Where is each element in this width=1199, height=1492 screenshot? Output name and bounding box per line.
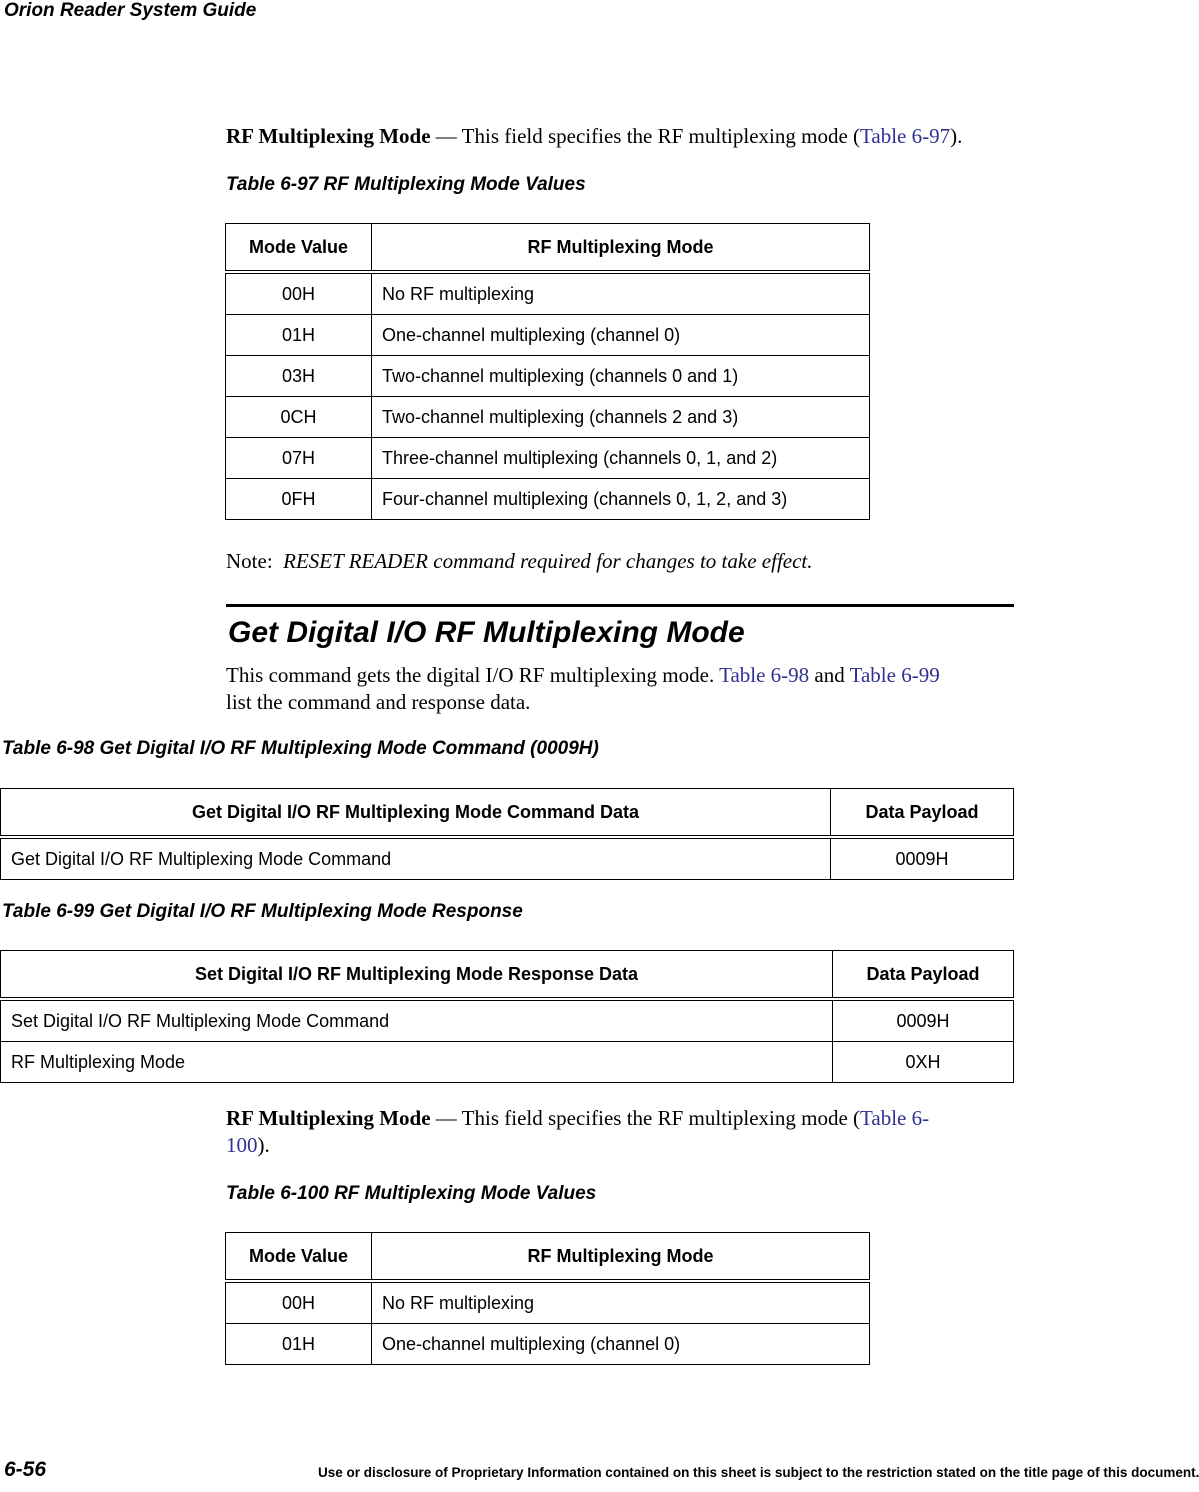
mode-value-cell: 01H [226,315,372,356]
table-6-99 [0,950,1014,1083]
table-row [226,1324,870,1365]
header-mode-value: Mode Value [226,1233,372,1282]
page-number: 6-56 [4,1458,47,1481]
intro-and: and [809,663,850,687]
running-header: Orion Reader System Guide [4,0,257,21]
table-6-97-link[interactable]: Table 6-97 [860,124,951,148]
table-6-98-link[interactable]: Table 6-98 [719,663,810,687]
header-response-data: Set Digital I/O RF Multiplexing Mode Response Data [1,951,833,1000]
mode-value-cell: 0FH [226,479,372,520]
em-dash: — [430,1106,462,1130]
response-data-cell: RF Multiplexing Mode [1,1042,833,1083]
table-row [226,438,870,479]
table-row [226,315,870,356]
mode-value-cell: 01H [226,1324,372,1365]
table-row [1,1042,1014,1083]
mode-description-cell: Four-channel multiplexing (channels 0, 1, 2, and 3) [372,479,870,520]
table-6-100-link-part2[interactable]: 100 [226,1133,258,1157]
mode-description-cell: Two-channel multiplexing (channels 2 and 3) [372,397,870,438]
intro-text-end: list the command and response data. [226,690,531,714]
field-term: RF Multiplexing Mode [226,1106,431,1130]
table-6-97 [225,223,870,520]
intro-text: This command gets the digital I/O RF multiplexing mode. [226,663,720,687]
table-6-99-link[interactable]: Table 6-99 [849,663,940,687]
mode-description-cell: One-channel multiplexing (channel 0) [372,315,870,356]
table-header-row [1,951,1014,1000]
note-label: Note: [226,549,273,573]
table-6-98-caption: Table 6-98 Get Digital I/O RF Multiplexing Mode Command (0009H) [2,738,599,759]
table-6-99-caption: Table 6-99 Get Digital I/O RF Multiplexing Mode Response [2,901,523,922]
table-header-row [1,789,1014,838]
mode-value-cell: 0CH [226,397,372,438]
table-row [226,1281,870,1324]
table-6-100-link-part1[interactable]: Table 6- [860,1106,930,1130]
table-6-100-caption: Table 6-100 RF Multiplexing Mode Values [226,1183,597,1204]
field-term: RF Multiplexing Mode [226,124,431,148]
rf-mode-field-description-2 [226,1105,996,1159]
section-rule [226,604,1014,607]
mode-description-cell: No RF multiplexing [372,272,870,315]
section-intro [226,662,1014,716]
data-payload-cell: 0XH [833,1042,1014,1083]
header-rf-multiplexing-mode: RF Multiplexing Mode [372,1233,870,1282]
mode-value-cell: 03H [226,356,372,397]
table-6-97-caption: Table 6-97 RF Multiplexing Mode Values [226,174,586,195]
em-dash: — [430,124,462,148]
data-payload-cell: 0009H [833,999,1014,1042]
section-title: Get Digital I/O RF Multiplexing Mode [228,616,745,649]
table-6-98 [0,788,1014,880]
description-end: ). [950,124,963,148]
command-data-cell: Get Digital I/O RF Multiplexing Mode Command [1,837,831,880]
table-header-row [226,1233,870,1282]
note-text: RESET READER command required for changes to take effect. [283,549,813,573]
mode-description-cell: Two-channel multiplexing (channels 0 and 1) [372,356,870,397]
table-header-row [226,224,870,273]
description-text: This field specifies the RF multiplexing mode ( [461,1106,861,1130]
mode-description-cell: One-channel multiplexing (channel 0) [372,1324,870,1365]
note [226,548,813,575]
mode-description-cell: No RF multiplexing [372,1281,870,1324]
mode-value-cell: 07H [226,438,372,479]
header-command-data: Get Digital I/O RF Multiplexing Mode Command Data [1,789,831,838]
table-row [1,999,1014,1042]
response-data-cell: Set Digital I/O RF Multiplexing Mode Command [1,999,833,1042]
rf-mode-field-description [226,123,962,150]
mode-value-cell: 00H [226,1281,372,1324]
description-text: This field specifies the RF multiplexing mode ( [461,124,861,148]
header-mode-value: Mode Value [226,224,372,273]
proprietary-notice: Use or disclosure of Proprietary Information contained on this sheet is subject to the restriction stated on the title page of this document. [318,1465,1199,1480]
data-payload-cell: 0009H [831,837,1014,880]
description-end: ). [257,1133,270,1157]
header-data-payload: Data Payload [833,951,1014,1000]
header-data-payload: Data Payload [831,789,1014,838]
header-rf-multiplexing-mode: RF Multiplexing Mode [372,224,870,273]
mode-value-cell: 00H [226,272,372,315]
table-row [226,272,870,315]
table-6-100 [225,1232,870,1365]
table-row [226,356,870,397]
table-row [226,397,870,438]
mode-description-cell: Three-channel multiplexing (channels 0, 1, and 2) [372,438,870,479]
table-row [1,837,1014,880]
table-row [226,479,870,520]
